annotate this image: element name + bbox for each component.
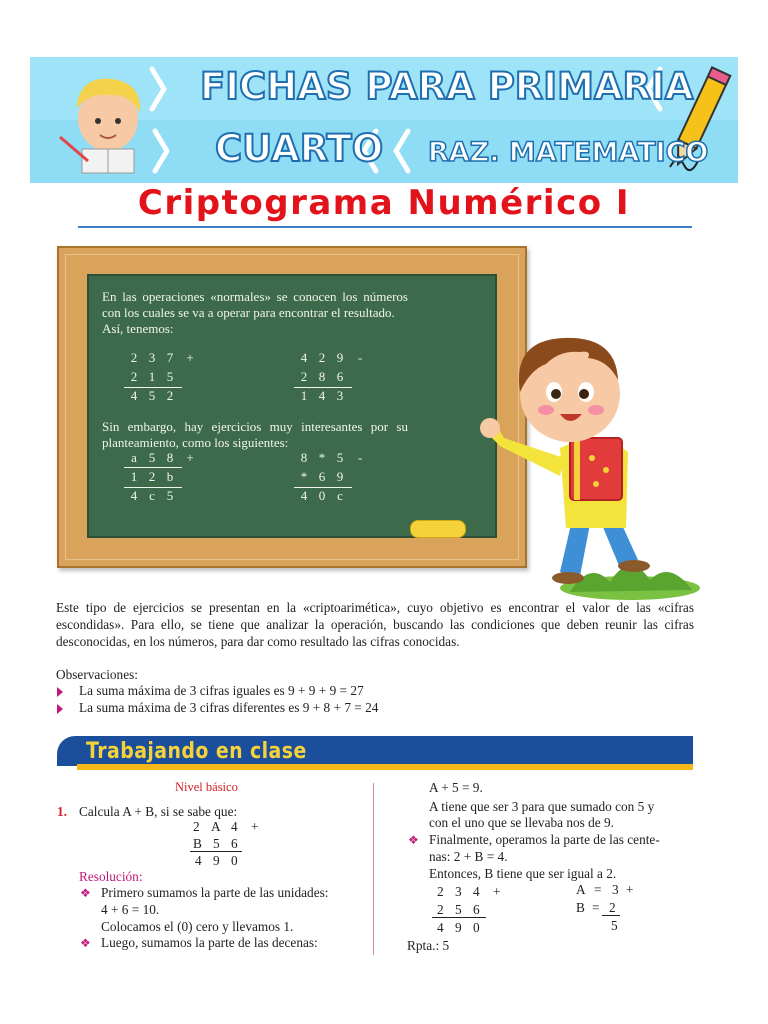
exercise-statement: Calcula A + B, si se sabe que: [79,804,238,819]
digit: 2 [193,819,200,834]
digit: 0 [231,853,238,868]
observation-item: La suma máxima de 3 cifras diferentes es 9 + 8 + 7 = 24 [79,700,379,715]
resolution-step-3b: nas: 2 + B = 4. [429,849,508,864]
digit: a [131,450,137,465]
resolution-step-1: Primero sumamos la parte de las unidades: [101,885,329,900]
equals-sign: = [594,882,602,897]
digit: 3 [336,388,344,403]
digit: 4 [300,488,308,503]
section-bar-yellow [77,764,693,770]
digit: 4 [437,920,444,935]
equals-sign: = [592,900,600,915]
digit: 5 [213,836,220,851]
digit: 2 [300,369,308,384]
operator-sign: + [251,819,259,834]
digit: 4 [318,388,326,403]
digit: 2 [130,369,138,384]
digit: A [211,819,221,834]
digit: * [300,469,308,484]
operator-sign: - [357,450,363,465]
boy-with-book-illustration [460,310,700,602]
digit: 4 [231,819,238,834]
digit: 9 [213,853,220,868]
board-operation-3 [128,450,218,507]
board-text-asi: Así, tenemos: [102,321,174,336]
digit: 4 [130,488,138,503]
chalk-eraser-icon [410,520,466,538]
digit: 1 [148,369,156,384]
digit: 5 [455,902,462,917]
digit-line [190,851,242,852]
digit: 0 [473,920,480,935]
digit-line [432,917,486,918]
section-title: Trabajando en clase [86,739,307,764]
variable: A [576,882,586,897]
banner-title: FICHAS PARA PRIMARIA [200,65,694,108]
digit-line [124,467,182,468]
digit: 3 [148,350,156,365]
digit: * [318,450,326,465]
banner-grade: CUARTO [215,127,384,170]
board-operation-4 [298,450,388,507]
digit: 6 [473,902,480,917]
header-banner [30,57,738,183]
digit: 5 [336,450,344,465]
digit: 5 [166,488,174,503]
digit: 6 [231,836,238,851]
resolution-step-2: Luego, sumamos la parte de las decenas: [101,935,318,950]
digit: 0 [318,488,326,503]
bullet-triangle-icon [57,704,63,714]
digit: 2 [148,469,156,484]
digit: 4 [300,350,308,365]
digit: b [166,469,174,484]
operator-sign: + [493,884,501,899]
board-paragraph-2: Sin embargo, hay ejercicios muy interesantes por su planteamiento, como los siguientes: [102,419,408,450]
digit: 1 [130,469,138,484]
digit: 6 [318,469,326,484]
digit: 9 [336,469,344,484]
resolution-step-3: Finalmente, operamos la parte de las cente- [429,832,660,847]
variable: B [576,900,585,915]
digit: 8 [318,369,326,384]
intro-paragraph: Este tipo de ejercicios se presentan en la «criptoarimética», cuyo objetivo es encontrar el valor de las «cifras escondidas». Para ello, se tiene que analizar la operación, buscando las condiciones que deben reunir las cifras desconocidas, en los números, para dar como resultado las cifras conocidas. [56,600,694,649]
digit: 2 [130,350,138,365]
digit: 1 [300,388,308,403]
operator-sign: + [626,882,634,897]
digit: 2 [166,388,174,403]
resolution-line: con el uno que se llevaba nos de 9. [429,815,614,830]
board-paragraph-1 [102,289,408,337]
board-operation-1 [128,350,218,407]
level-label: Nivel básico [175,780,238,794]
observation-item: La suma máxima de 3 cifras iguales es 9 + 9 + 9 = 27 [79,683,364,698]
diamond-bullet-icon: ❖ [408,833,419,847]
diamond-bullet-icon: ❖ [80,936,91,950]
digit: 4 [130,388,138,403]
digit: 5 [148,450,156,465]
resolution-step-1a: 4 + 6 = 10. [101,902,160,917]
digit-line [602,915,620,916]
exercise-number: 1. [57,804,67,819]
digit: 4 [195,853,202,868]
column-divider [373,783,374,955]
digit: B [193,836,202,851]
digit: 8 [166,450,174,465]
answer-label: Rpta.: 5 [407,938,450,953]
digit: 4 [473,884,480,899]
page-title: Criptograma Numérico I [137,183,631,223]
digit: 2 [437,902,444,917]
resolution-line: A + 5 = 9. [429,780,483,795]
digit: 5 [611,918,618,933]
digit: 2 [609,900,616,915]
bullet-triangle-icon [57,687,63,697]
operator-sign: - [357,350,363,365]
digit: c [337,488,343,503]
digit: 5 [148,388,156,403]
digit: 8 [300,450,308,465]
digit: 6 [336,369,344,384]
resolution-label: Resolución: [79,869,143,884]
digit: 7 [166,350,174,365]
operator-sign: + [186,350,194,365]
banner-subject: RAZ. MATEMATICO [428,137,709,168]
board-operation-2 [298,350,388,407]
resolution-step-3c: Entonces, B tiene que ser igual a 2. [429,866,617,881]
digit: 3 [455,884,462,899]
resolution-step-1b: Colocamos el (0) cero y llevamos 1. [101,919,294,934]
title-divider [78,226,692,228]
observations-title: Observaciones: [56,667,138,682]
digit: c [149,488,155,503]
digit: 2 [437,884,444,899]
digit: 9 [455,920,462,935]
digit: 9 [336,350,344,365]
digit: 3 [612,882,619,897]
digit: 2 [318,350,326,365]
digit: 5 [166,369,174,384]
diamond-bullet-icon: ❖ [80,886,91,900]
operator-sign: + [186,450,194,465]
resolution-line: A tiene que ser 3 para que sumado con 5 y [429,799,655,814]
board-text-intro: En las operaciones «normales» se conocen los números con los cuales se va a operar para encontrar el resultado. [102,289,408,320]
